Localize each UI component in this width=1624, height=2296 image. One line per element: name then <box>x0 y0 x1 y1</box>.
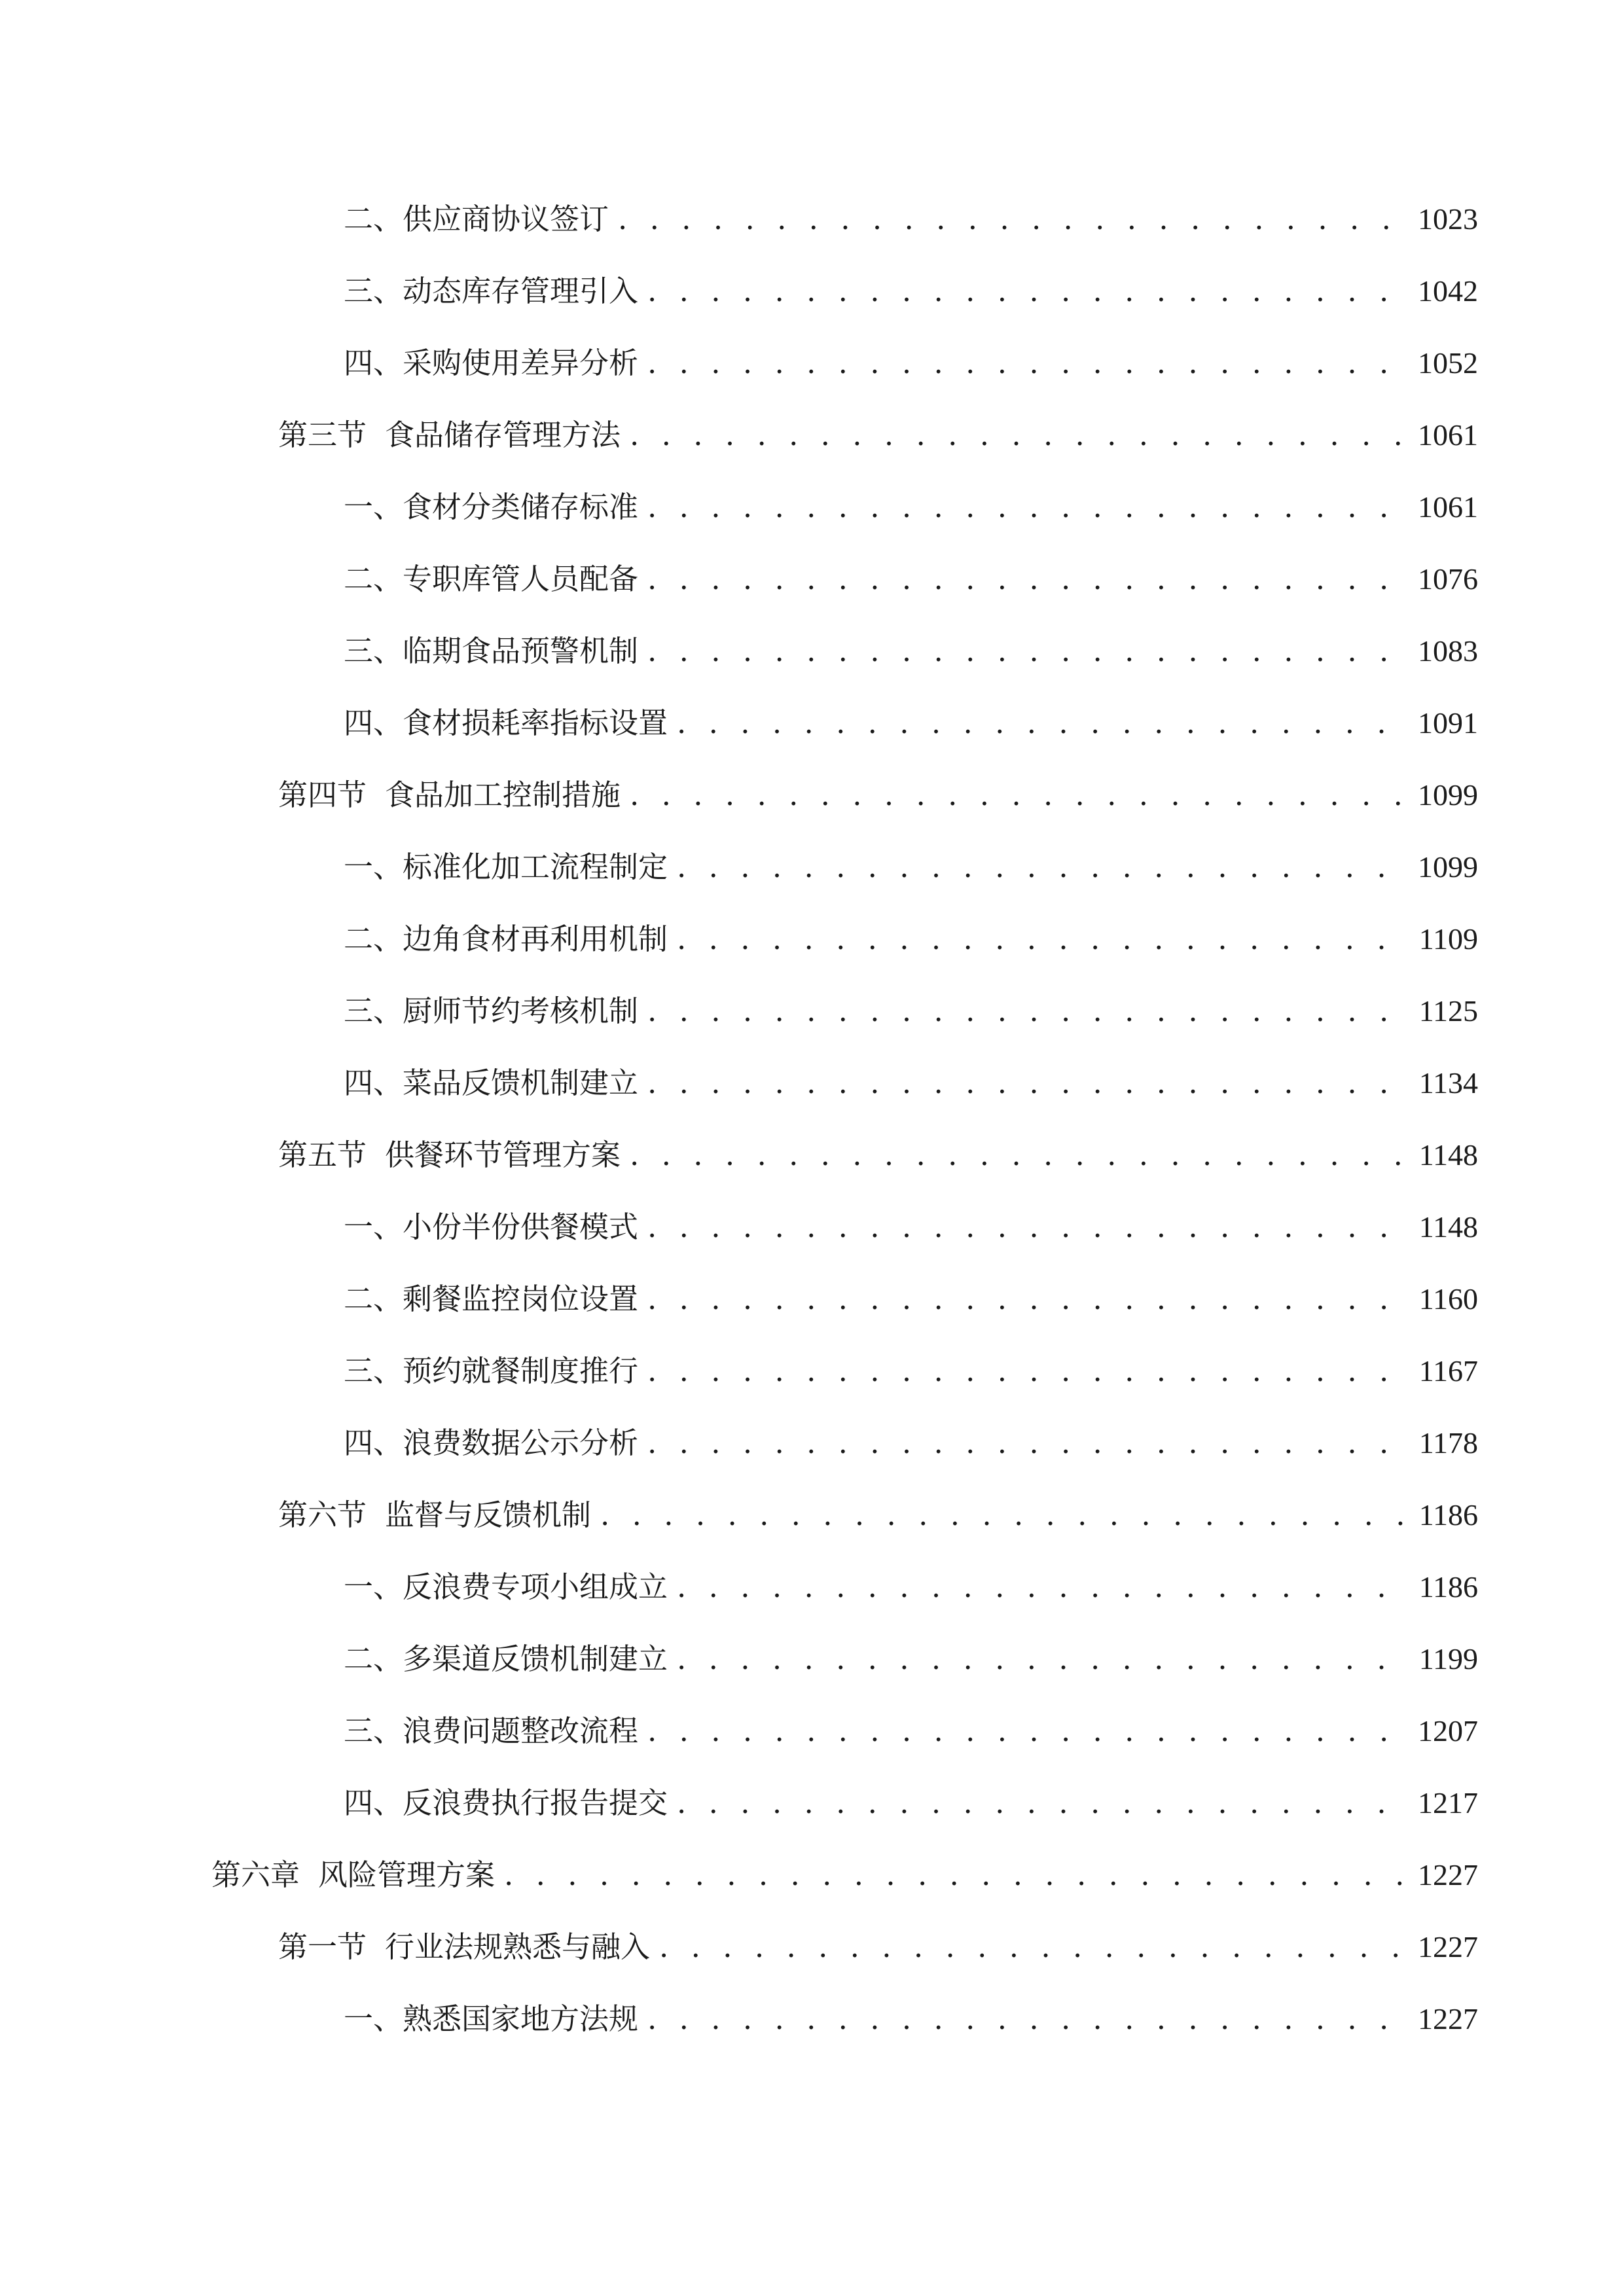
toc-entry-page-number: 1052 <box>1418 346 1478 380</box>
toc-entry-number: 二、 <box>344 1282 403 1316</box>
toc-entry-page-number: 1109 <box>1418 922 1478 956</box>
toc-entry-page-number: 1099 <box>1418 778 1478 812</box>
toc-entry-title: 剩餐监控岗位设置 <box>403 1282 639 1316</box>
toc-entry-page-number: 1061 <box>1418 490 1478 524</box>
toc-entry-number: 三、 <box>344 1713 403 1748</box>
toc-entry-page-number: 1199 <box>1418 1642 1478 1676</box>
toc-entry-title: 浪费问题整改流程 <box>403 1713 639 1748</box>
dot-leader <box>630 1119 1410 1191</box>
toc-entry-item[interactable] <box>0 1551 1624 1623</box>
toc-entry-number: 三、 <box>344 1354 403 1388</box>
toc-entry-item[interactable] <box>0 975 1624 1047</box>
toc-entry-item[interactable] <box>0 831 1624 903</box>
dot-leader <box>647 1983 1409 2055</box>
toc-entry-page-number: 1160 <box>1418 1282 1478 1316</box>
toc-entry-title: 采购使用差异分析 <box>403 346 639 380</box>
toc-entry-item[interactable] <box>0 1407 1624 1479</box>
toc-entry-title: 浪费数据公示分析 <box>403 1426 639 1460</box>
toc-entry-number: 三、 <box>344 634 403 668</box>
toc-entry-item[interactable] <box>0 1695 1624 1767</box>
toc-entry-number: 二、 <box>344 202 403 236</box>
toc-entry-item[interactable] <box>0 1623 1624 1695</box>
toc-entry-number: 二、 <box>344 562 403 596</box>
toc-entry-number: 四、 <box>344 706 403 740</box>
dot-leader <box>647 543 1409 615</box>
toc-entry-number: 四、 <box>344 1785 403 1820</box>
toc-entry-page-number: 1167 <box>1418 1354 1478 1388</box>
toc-entry-number: 四、 <box>344 1066 403 1100</box>
dot-leader <box>647 975 1410 1047</box>
toc-entry-number: 二、 <box>344 922 403 956</box>
toc-entry-number: 四、 <box>344 1426 403 1460</box>
toc-entry-title: 小份半份供餐模式 <box>403 1210 639 1244</box>
toc-entry-page-number: 1091 <box>1418 706 1478 740</box>
toc-entry-number: 三、 <box>344 274 403 308</box>
toc-entry-section[interactable] <box>0 1911 1624 1983</box>
toc-entry-number: 一、 <box>344 850 403 884</box>
toc-entry-item[interactable] <box>0 903 1624 975</box>
toc-entry-page-number: 1125 <box>1418 994 1478 1028</box>
toc-entry-item[interactable] <box>0 615 1624 687</box>
toc-entry-number: 一、 <box>344 1570 403 1604</box>
toc-entry-number: 第六章 <box>211 1857 300 1892</box>
toc-entry-page-number: 1061 <box>1418 418 1478 452</box>
toc-entry-page-number: 1083 <box>1418 634 1478 668</box>
toc-entry-title: 熟悉国家地方法规 <box>403 2001 639 2036</box>
toc-entry-chapter[interactable] <box>0 1839 1624 1911</box>
toc-entry-number: 四、 <box>344 346 403 380</box>
toc-entry-title: 菜品反馈机制建立 <box>403 1066 639 1100</box>
toc-entry-number: 三、 <box>344 994 403 1028</box>
toc-entry-title: 标准化加工流程制定 <box>403 850 668 884</box>
toc-entry-item[interactable] <box>0 1983 1624 2055</box>
toc-entry-item[interactable] <box>0 255 1624 327</box>
toc-entry-title: 供餐环节管理方案 <box>385 1138 621 1172</box>
dot-leader <box>647 255 1409 327</box>
toc-entry-page-number: 1178 <box>1418 1426 1478 1460</box>
toc-entry-item[interactable] <box>0 1767 1624 1839</box>
toc-entry-page-number: 1227 <box>1418 1858 1478 1892</box>
dot-leader <box>630 399 1409 471</box>
toc-entry-item[interactable] <box>0 1263 1624 1335</box>
toc-entry-title: 行业法规熟悉与融入 <box>385 1929 651 1964</box>
dot-leader <box>677 1767 1409 1839</box>
dot-leader <box>677 1551 1410 1623</box>
toc-entry-title: 食材分类储存标准 <box>403 490 639 524</box>
toc-entry-page-number: 1217 <box>1418 1786 1478 1820</box>
toc-entry-item[interactable] <box>0 1335 1624 1407</box>
toc-entry-title: 供应商协议签订 <box>403 202 609 236</box>
toc-entry-page-number: 1076 <box>1418 562 1478 596</box>
dot-leader <box>647 1335 1410 1407</box>
toc-entry-number: 第一节 <box>278 1929 367 1964</box>
table-of-contents <box>0 183 1624 2055</box>
toc-entry-number: 二、 <box>344 1641 403 1676</box>
toc-entry-item[interactable] <box>0 471 1624 543</box>
toc-entry-page-number: 1227 <box>1418 1930 1478 1964</box>
toc-entry-page-number: 1099 <box>1418 850 1478 884</box>
toc-entry-page-number: 1148 <box>1418 1138 1478 1172</box>
toc-entry-title: 食品加工控制措施 <box>385 778 621 812</box>
toc-entry-section[interactable] <box>0 1119 1624 1191</box>
toc-entry-number: 一、 <box>344 490 403 524</box>
toc-entry-page-number: 1148 <box>1418 1210 1478 1244</box>
toc-entry-section[interactable] <box>0 1479 1624 1551</box>
dot-leader <box>647 471 1409 543</box>
toc-entry-page-number: 1186 <box>1418 1570 1478 1604</box>
dot-leader <box>677 687 1409 759</box>
toc-entry-title: 厨师节约考核机制 <box>403 994 639 1028</box>
toc-entry-number: 一、 <box>344 2001 403 2036</box>
toc-entry-title: 多渠道反馈机制建立 <box>403 1641 668 1676</box>
toc-entry-title: 监督与反馈机制 <box>385 1498 592 1532</box>
dot-leader <box>600 1479 1410 1551</box>
toc-entry-page-number: 1023 <box>1418 202 1478 236</box>
dot-leader <box>618 183 1409 255</box>
toc-entry-number: 第四节 <box>278 778 367 812</box>
toc-entry-item[interactable] <box>0 1047 1624 1119</box>
toc-entry-page-number: 1207 <box>1418 1714 1478 1748</box>
toc-entry-page-number: 1227 <box>1418 2002 1478 2036</box>
toc-entry-number: 第三节 <box>278 418 367 452</box>
dot-leader <box>647 1695 1409 1767</box>
toc-entry-title: 风险管理方案 <box>318 1857 496 1892</box>
dot-leader <box>647 327 1409 399</box>
dot-leader <box>677 831 1409 903</box>
toc-entry-title: 边角食材再利用机制 <box>403 922 668 956</box>
toc-entry-title: 预约就餐制度推行 <box>403 1354 639 1388</box>
dot-leader <box>647 1407 1410 1479</box>
dot-leader <box>647 615 1409 687</box>
toc-entry-page-number: 1042 <box>1418 274 1478 308</box>
toc-entry-item[interactable] <box>0 1191 1624 1263</box>
dot-leader <box>647 1191 1410 1263</box>
toc-entry-item[interactable] <box>0 543 1624 615</box>
toc-entry-section[interactable] <box>0 759 1624 831</box>
toc-entry-title: 反浪费专项小组成立 <box>403 1570 668 1604</box>
toc-entry-title: 专职库管人员配备 <box>403 562 639 596</box>
toc-entry-title: 临期食品预警机制 <box>403 634 639 668</box>
toc-entry-title: 食材损耗率指标设置 <box>403 706 668 740</box>
dot-leader <box>647 1047 1410 1119</box>
dot-leader <box>504 1839 1409 1911</box>
toc-entry-number: 第五节 <box>278 1138 367 1172</box>
dot-leader <box>677 1623 1410 1695</box>
toc-entry-item[interactable] <box>0 687 1624 759</box>
toc-entry-page-number: 1134 <box>1418 1066 1478 1100</box>
toc-entry-section[interactable] <box>0 399 1624 471</box>
toc-entry-title: 食品储存管理方法 <box>385 418 621 452</box>
dot-leader <box>677 903 1410 975</box>
toc-entry-number: 第六节 <box>278 1498 367 1532</box>
dot-leader <box>630 759 1409 831</box>
toc-entry-title: 反浪费执行报告提交 <box>403 1785 668 1820</box>
toc-entry-title: 动态库存管理引入 <box>403 274 639 308</box>
dot-leader <box>659 1911 1409 1983</box>
toc-entry-number: 一、 <box>344 1210 403 1244</box>
toc-entry-page-number: 1186 <box>1418 1498 1478 1532</box>
toc-entry-item[interactable] <box>0 327 1624 399</box>
dot-leader <box>647 1263 1410 1335</box>
toc-entry-item[interactable] <box>0 183 1624 255</box>
